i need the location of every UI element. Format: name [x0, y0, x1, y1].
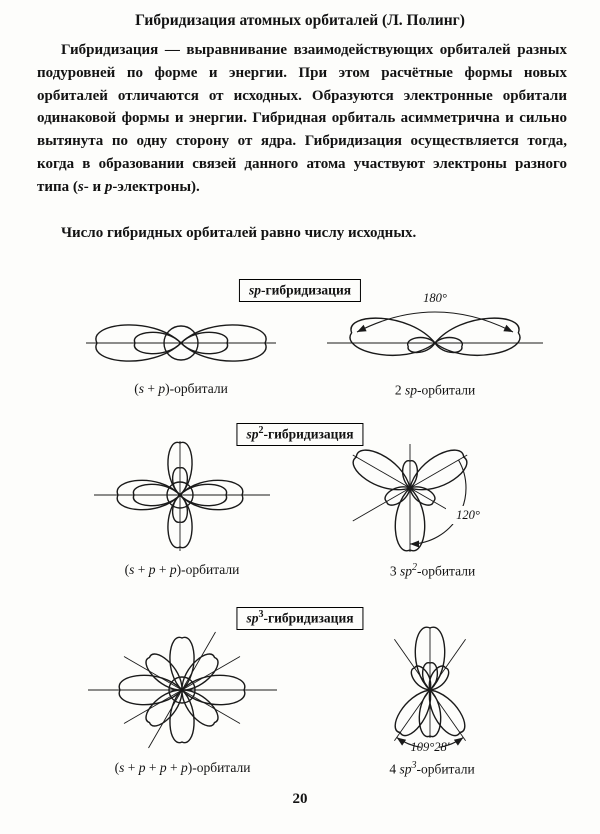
sp2-right-caption: 3 $sp^2$-орбитали [389, 562, 476, 579]
sp3-right-orbital-diagram [322, 626, 542, 760]
p-orbital-lobe [170, 637, 194, 690]
arrow-head-icon [503, 325, 513, 332]
sp-left-caption: (s + p)-орбитали [134, 381, 228, 396]
page-number: 20 [292, 791, 308, 807]
lead-term: Гибридизация [61, 42, 159, 58]
sp3-left-caption: (s + p + p + p)-орбитали [114, 760, 251, 775]
arrow-head-icon [397, 738, 406, 746]
page-title: Гибридизация атомных орбиталей (Л. Полинг) [135, 12, 465, 29]
arrow-head-icon [410, 541, 419, 548]
angle-label: 180° [423, 291, 447, 305]
sp-right-caption: 2 sp-орбитали [394, 382, 476, 398]
arrow-head-icon [357, 325, 367, 332]
sp-left-orbital-diagram [84, 307, 278, 379]
intro-paragraph: Гибридизация — выравнивание взаимодействующих орбиталей разных подуровней по форме и энергии. При этом расчётные формы новых орбиталей отличаются от исходных. Образуются электронные орбитали одинаковой формы и энергии. Гибридная орбиталь асимметрична и сильно вытянута по одну сторону от ядра. Гибридизация осуществляется тогда, когда в образовании связей данного атома участвуют электроны разного типа (s- и p-электроны). [37, 42, 567, 195]
orbital-count-paragraph: Число гибридных орбиталей равно числу исходных. [61, 225, 417, 241]
sp-hybrid-orbital [348, 315, 464, 365]
sp2-right-orbital-diagram [320, 440, 545, 562]
arrow-head-icon [454, 738, 463, 746]
sp2-left-caption: (s + p + p)-орбитали [124, 562, 240, 577]
angle-label: 109°28′ [410, 740, 450, 754]
sp3-hybridization-label-box: $sp^3$-гибридизация [236, 607, 363, 630]
sp2-left-orbital-diagram [92, 438, 272, 558]
sp3-left-orbital-diagram [85, 630, 280, 758]
sp-hybrid-orbital [406, 315, 522, 365]
angle-label: 120° [456, 508, 480, 522]
angle-arc [357, 312, 513, 332]
sp2-hybridization-label-box: $sp^2$-гибридизация [236, 423, 363, 446]
p-orbital-lobe [170, 690, 194, 743]
sp-hybridization-label-box: sp-гибридизация [239, 279, 361, 302]
sp3-right-caption: 4 $sp^3$-орбитали [389, 760, 475, 777]
